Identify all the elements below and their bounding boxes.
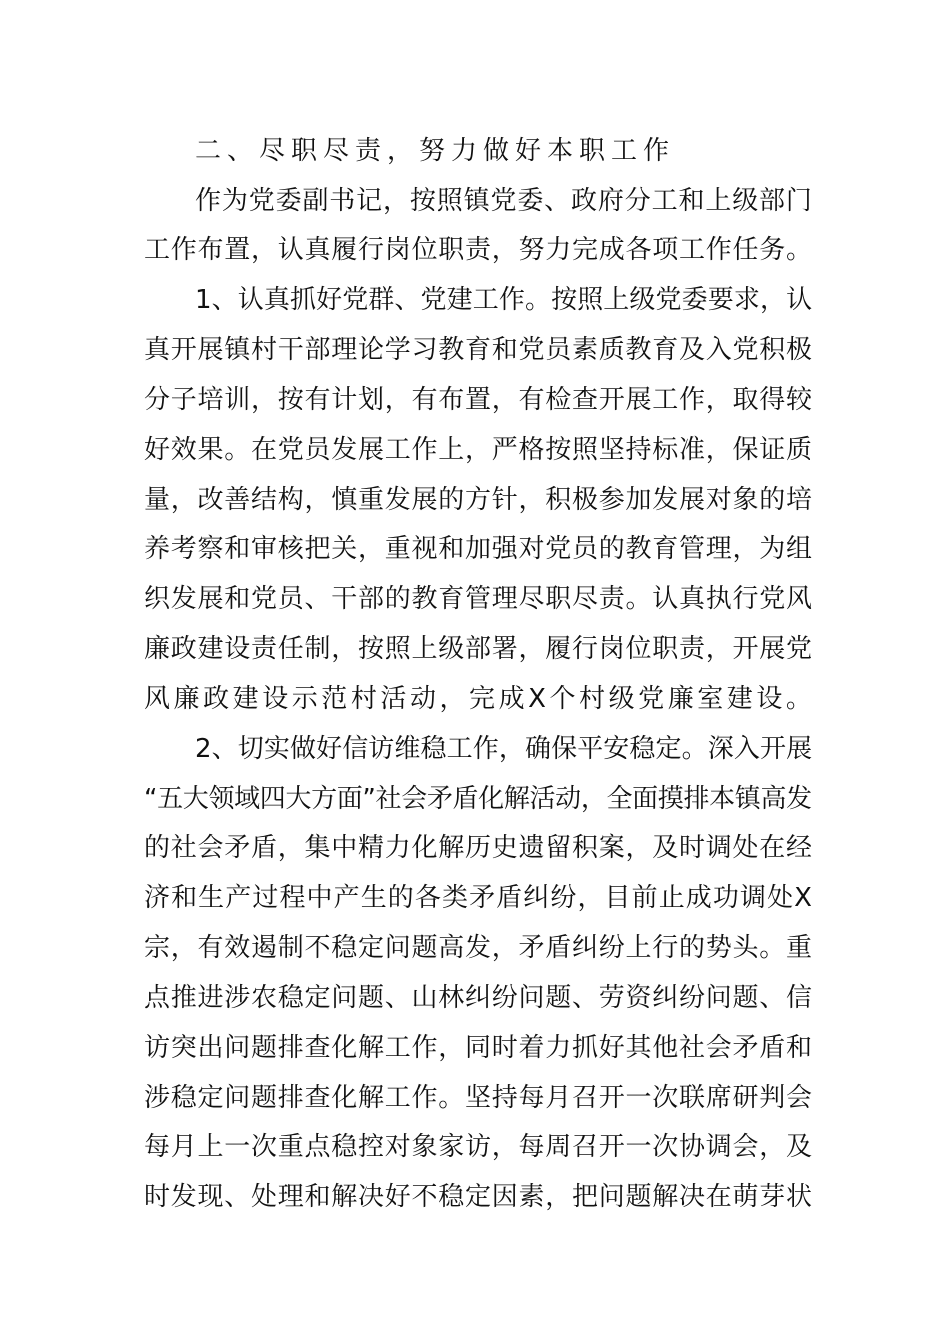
paragraph-line: 分子培训，按有计划，有布置，有检查开展工作，取得较 xyxy=(144,385,813,415)
paragraph-line: 每月上一次重点稳控对象家访，每周召开一次协调会，及 xyxy=(144,1132,813,1162)
paragraph-line: 真开展镇村干部理论学习教育和党员素质教育及入党积极 xyxy=(144,335,813,365)
paragraph-line: 点推进涉农稳定问题、山林纠纷问题、劳资纠纷问题、信 xyxy=(144,983,813,1013)
paragraph-line: 济和生产过程中产生的各类矛盾纠纷，目前止成功调处X xyxy=(144,883,814,913)
paragraph-line: 时发现、处理和解决好不稳定因素，把问题解决在萌芽状 xyxy=(144,1182,813,1212)
paragraph-line: “五大领域四大方面”社会矛盾化解活动，全面摸排本镇高发 xyxy=(144,784,812,814)
paragraph-line: 2、切实做好信访维稳工作，确保平安稳定。深入开展 xyxy=(195,734,813,764)
paragraph-line: 工作布置，认真履行岗位职责，努力完成各项工作任务。 xyxy=(144,235,813,265)
paragraph-line: 作为党委副书记，按照镇党委、政府分工和上级部门 xyxy=(195,186,813,216)
paragraph-line: 风廉政建设示范村活动，完成X个村级党廉室建设。 xyxy=(144,684,816,714)
paragraph-line: 量，改善结构，慎重发展的方针，积极参加发展对象的培 xyxy=(144,485,813,515)
paragraph-line: 宗，有效遏制不稳定问题高发，矛盾纠纷上行的势头。重 xyxy=(144,933,813,963)
section-heading: 二、尽职尽责，努力做好本职工作 xyxy=(195,136,676,166)
paragraph-line: 织发展和党员、干部的教育管理尽职尽责。认真执行党风 xyxy=(144,584,813,614)
paragraph-line: 1、认真抓好党群、党建工作。按照上级党委要求，认 xyxy=(195,285,813,315)
paragraph-line: 养考察和审核把关，重视和加强对党员的教育管理，为组 xyxy=(144,534,813,564)
paragraph-line: 访突出问题排查化解工作，同时着力抓好其他社会矛盾和 xyxy=(144,1033,813,1063)
paragraph-line: 好效果。在党员发展工作上，严格按照坚持标准，保证质 xyxy=(144,435,813,465)
paragraph-line: 的社会矛盾，集中精力化解历史遗留积案，及时调处在经 xyxy=(144,833,813,863)
paragraph-line: 廉政建设责任制，按照上级部署，履行岗位职责，开展党 xyxy=(144,634,813,664)
paragraph-line: 涉稳定问题排查化解工作。坚持每月召开一次联席研判会 xyxy=(144,1083,813,1113)
